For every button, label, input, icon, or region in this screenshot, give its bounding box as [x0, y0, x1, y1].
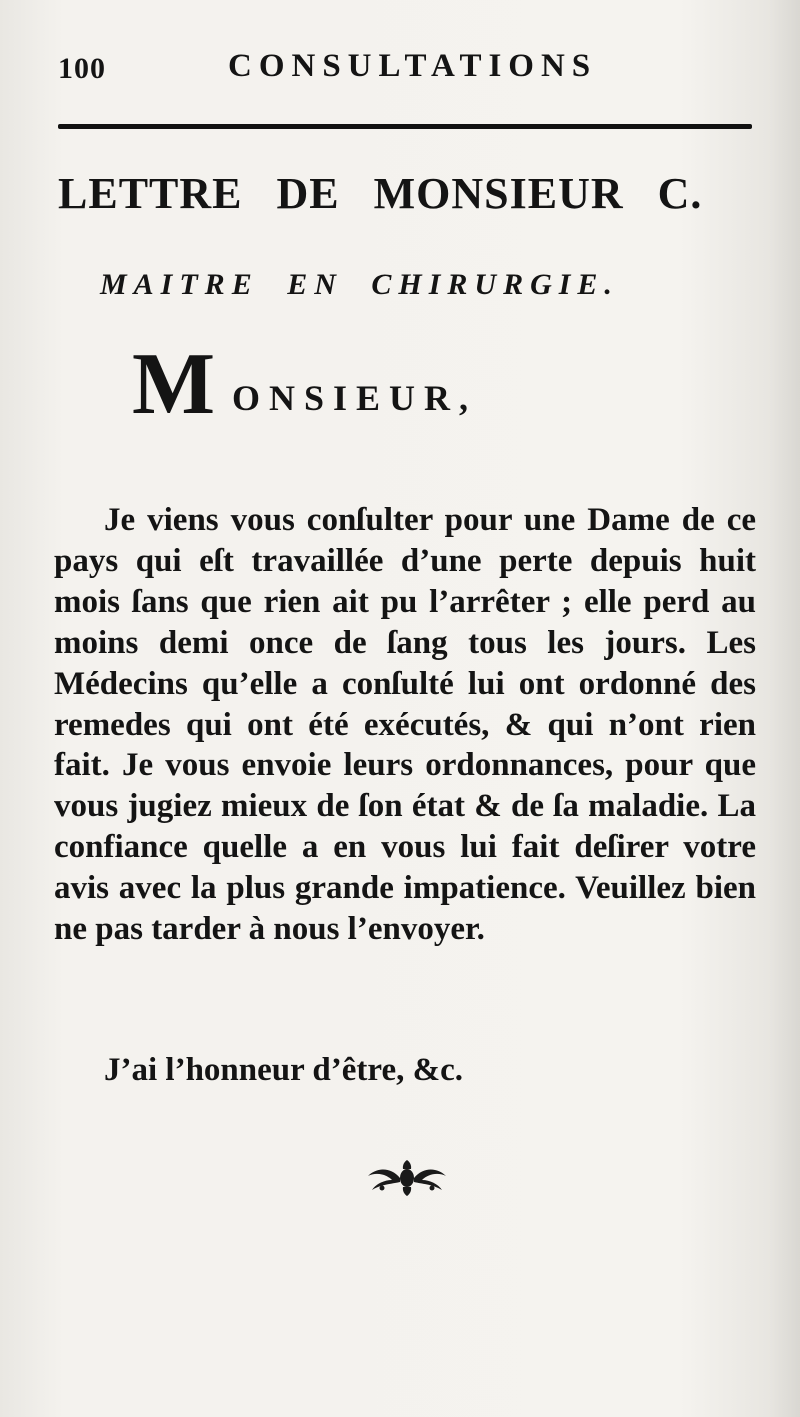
page-number: 100	[58, 52, 106, 85]
letter-subtitle: MAITRE EN CHIRURGIE.	[100, 268, 619, 301]
letter-body: Je viens vous conſulter pour une Dame de ce pays qui eſt travaillée d’une perte depuis huit mois ſans que rien ait pu l’arrêter ; elle perd au moins demi once de ſang tous les jours. Les Médecins qu’elle a conſulté lui ont ordonné des remedes qui ont été exécutés, & qui n’ont rien fait. Je vous envoie leurs ordonnances, pour que vous jugiez mieux de ſon état & de ſa maladie. La confiance quelle a en vous lui fait deſirer votre avis avec la plus grande impatience. Veuillez bien ne pas tarder à nous l’envoyer.	[54, 502, 756, 948]
drop-cap: M	[132, 336, 216, 433]
fleuron-ornament-icon	[362, 1158, 452, 1198]
letter-closing: J’ai l’honneur d’être, &c.	[104, 1052, 463, 1088]
salutation	[132, 336, 752, 435]
page-header	[58, 48, 758, 88]
salutation-text: ONSIEUR,	[232, 378, 478, 418]
running-head: CONSULTATIONS	[228, 48, 598, 84]
header-rule	[58, 124, 752, 129]
letter-title: LETTRE DE MONSIEUR C.	[58, 169, 703, 218]
